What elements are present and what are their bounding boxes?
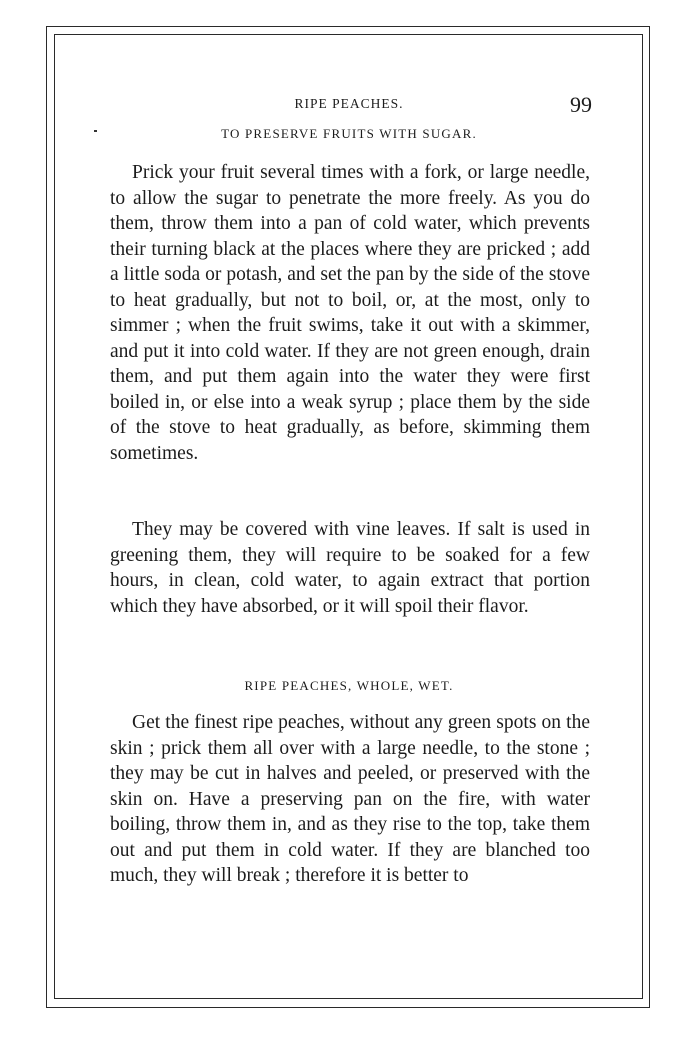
page-number: 99 [570,92,592,117]
section-heading-ripe-peaches: RIPE PEACHES, WHOLE, WET. [244,678,454,693]
paragraph-preserve-fruits-2: They may be covered with vine leaves. If salt is used in greening them, they will require to be soaked for a few hours, in clean, cold water, to again extract that portion which they have absorbed, or it will spoil their flavor. [110,519,590,617]
section-heading-preserve-fruits: TO PRESERVE FRUITS WITH SUGAR. [221,126,477,141]
margin-mark [94,130,97,132]
paragraph-ripe-peaches-1: Get the finest ripe peaches, without any green spots on the skin ; prick them all over with a large needle, to the stone ; they may be cut in halves and peeled, or preserved with the skin on. Have a preserving pan on the fire, with water boiling, throw them in, and as they rise to the top, take them out and put them in cold water. If they are blanched too much, they will break ; therefore it is better to [110,712,590,886]
running-head [104,92,594,118]
paragraph-preserve-fruits-1: Prick your fruit several times with a fork, or large needle, to allow the sugar to penetrate the more freely. As you do them, throw them into a pan of cold water, which prevents their turning black at the places where they are pricked ; add a little soda or potash, and set the pan by the side of the stove to heat gradually, but not to boil, or, at the most, only to simmer ; when the fruit swims, take it out with a skimmer, and put it into cold water. If they are not green enough, drain them, and put them again into the water they were first boiled in, or else into a weak syrup ; place them by the side of the stove to heat gradually, as before, skimming them sometimes. [110,162,590,464]
running-title: RIPE PEACHES. [294,96,404,111]
